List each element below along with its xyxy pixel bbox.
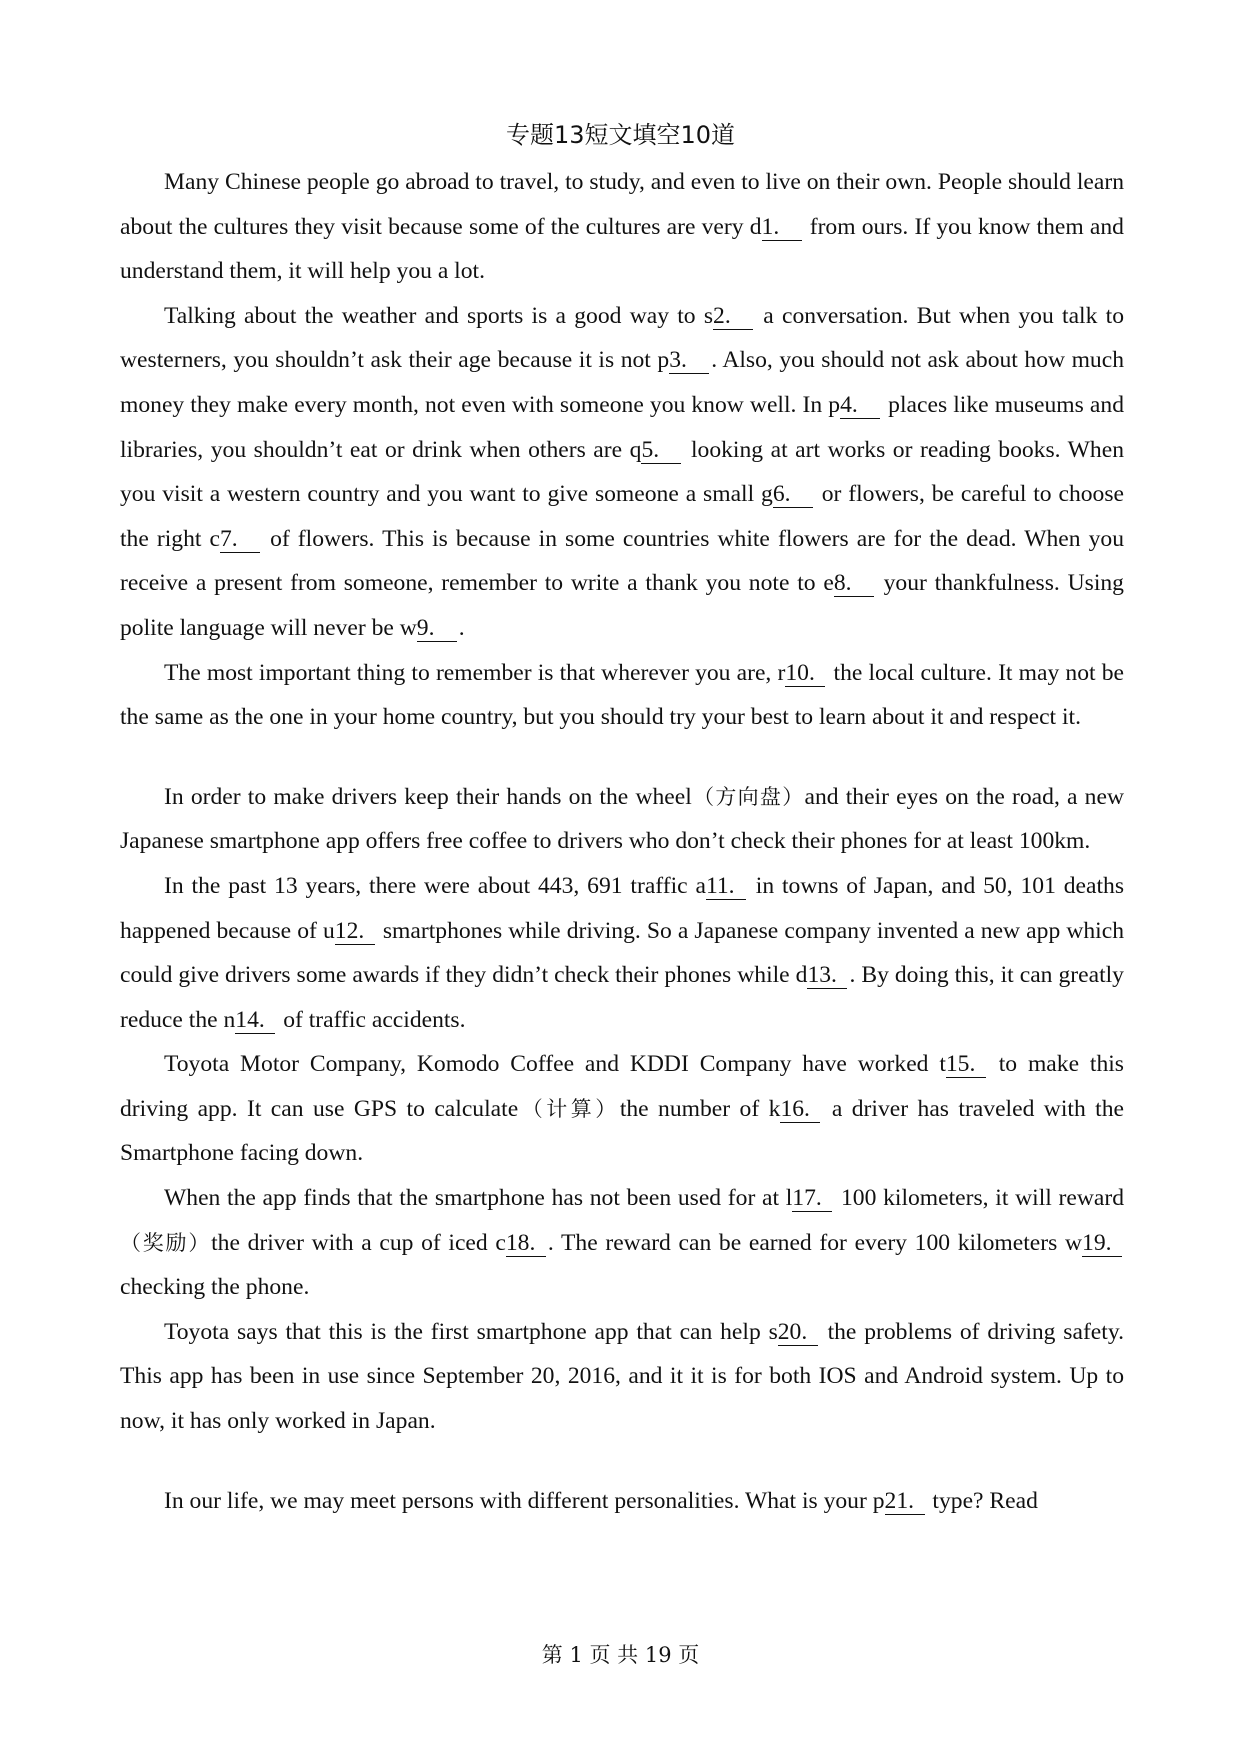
- passage-separator: [120, 740, 1124, 775]
- blank-21[interactable]: 21.: [885, 1488, 925, 1515]
- blank-16[interactable]: 16.: [780, 1096, 820, 1123]
- blank-19[interactable]: 19.: [1082, 1230, 1122, 1257]
- text: . The reward can be earned for every 100 kilometers w: [547, 1229, 1083, 1256]
- passage-2-paragraph-2: [120, 864, 1124, 1042]
- blank-15[interactable]: 15.: [946, 1051, 986, 1078]
- text: the driver with a cup of iced c: [211, 1229, 506, 1256]
- text: Talking about the weather and sports is a good way to s: [164, 302, 714, 329]
- blank-2[interactable]: 2.: [713, 303, 753, 330]
- text: . Also, you should not ask about how much money they make every month, not even with someone you know well. In p: [120, 347, 1124, 418]
- passage-2-paragraph-4: [120, 1176, 1124, 1310]
- text: Many Chinese people go abroad to travel, to study, and even to live on their own. People should learn about the cultures they visit because some of the cultures are very d: [120, 169, 1124, 240]
- text: of flowers. This is because in some countries white flowers are for the dead. When you receive a present from someone, remember to write a thank you note to e: [120, 525, 1124, 597]
- text: looking at art works or reading books. When you visit a western country and you want to give someone a small g: [120, 436, 1124, 508]
- text: In order to make drivers keep their hands on the wheel: [164, 783, 692, 810]
- passage-2-paragraph-1: [120, 775, 1124, 864]
- text: smartphones while driving. So a Japanese company invented a new app which could give drivers some awards if they didn’t check their phones while d: [120, 917, 1124, 989]
- blank-20[interactable]: 20.: [778, 1319, 818, 1346]
- blank-8[interactable]: 8.: [834, 570, 874, 597]
- text: of traffic accidents.: [277, 1006, 466, 1033]
- text: the local culture. It may not be the same as the one in your home country, but you should try your best to learn about it and respect it.: [120, 659, 1124, 731]
- text: Toyota Motor Company, Komodo Coffee and KDDI Company have worked t: [164, 1051, 946, 1078]
- chinese-gloss: （奖励）: [120, 1230, 212, 1255]
- blank-13[interactable]: 13.: [807, 962, 847, 989]
- text: in towns of Japan, and 50, 101 deaths happened because of u: [120, 872, 1124, 944]
- text: In the past 13 years, there were about 443, 691 traffic a: [164, 872, 706, 899]
- blank-11[interactable]: 11.: [706, 873, 746, 900]
- passage-1-paragraph-1: [120, 160, 1124, 294]
- blank-10[interactable]: 10.: [785, 660, 825, 687]
- text: the number of k: [619, 1095, 781, 1122]
- blank-12[interactable]: 12.: [335, 918, 375, 945]
- text: a driver has traveled with the Smartphone facing down.: [120, 1095, 1124, 1167]
- passage-3-paragraph-1: [120, 1479, 1124, 1524]
- text: The most important thing to remember is that wherever you are, r: [164, 659, 786, 686]
- text: from ours. If you know them and understand them, it will help you a lot.: [120, 213, 1124, 285]
- blank-1[interactable]: 1.: [762, 214, 802, 241]
- blank-17[interactable]: 17.: [792, 1185, 832, 1212]
- text: places like museums and libraries, you shouldn’t eat or drink when others are q: [120, 391, 1124, 463]
- blank-4[interactable]: 4.: [840, 392, 880, 419]
- blank-9[interactable]: 9.: [417, 615, 457, 642]
- blank-7[interactable]: 7.: [220, 526, 260, 553]
- text: type? Read: [926, 1487, 1038, 1514]
- text: to make this driving app. It can use GPS to calculate: [120, 1051, 1124, 1122]
- blank-14[interactable]: 14.: [235, 1007, 275, 1034]
- text: Toyota says that this is the first smartphone app that can help s: [164, 1318, 778, 1345]
- text: .: [458, 614, 465, 641]
- passage-2-paragraph-5: [120, 1310, 1124, 1444]
- chinese-gloss: （计算）: [518, 1096, 620, 1121]
- text: and their eyes on the road, a new Japanese smartphone app offers free coffee to drivers who don’t check their phones for at least 100km.: [120, 783, 1124, 855]
- page-footer: 第 1 页 共 19 页: [541, 1643, 700, 1667]
- text: the problems of driving safety. This app has been in use since September 20, 2016, and it it is for both IOS and Android system. Up to now, it has only worked in Japan.: [120, 1318, 1124, 1435]
- passage-2-paragraph-3: [120, 1042, 1124, 1176]
- blank-3[interactable]: 3.: [669, 347, 709, 374]
- text: a conversation. But when you talk to westerners, you shouldn’t ask their age because it is not p: [120, 302, 1124, 374]
- text: your thankfulness. Using polite language will never be w: [120, 570, 1124, 641]
- passage-separator: [120, 1444, 1124, 1479]
- chinese-gloss: （方向盘）: [691, 784, 805, 809]
- passage-1-paragraph-2: [120, 294, 1124, 651]
- text: . By doing this, it can greatly reduce the n: [120, 962, 1124, 1033]
- text: 100 kilometers, it will reward: [834, 1185, 1124, 1212]
- page-title: 专题13短文填空10道: [505, 121, 736, 149]
- passage-1-paragraph-3: [120, 651, 1124, 740]
- document-body: [120, 160, 1124, 1523]
- blank-18[interactable]: 18.: [506, 1230, 546, 1257]
- text: or flowers, be careful to choose the right c: [120, 481, 1124, 552]
- text: In our life, we may meet persons with different personalities. What is your p: [164, 1487, 885, 1514]
- text: checking the phone.: [120, 1274, 310, 1301]
- blank-6[interactable]: 6.: [773, 481, 813, 508]
- blank-5[interactable]: 5.: [641, 437, 681, 464]
- text: When the app finds that the smartphone has not been used for at l: [164, 1185, 793, 1212]
